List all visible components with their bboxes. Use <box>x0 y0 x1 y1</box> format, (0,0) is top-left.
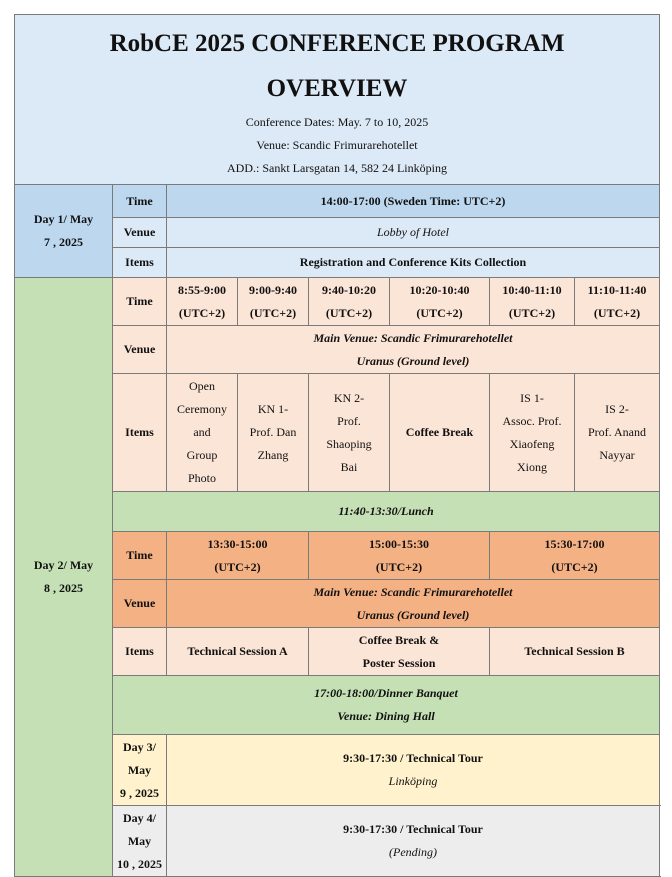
conference-address: ADD.: Sankt Larsgatan 14, 582 24 Linköping <box>227 161 447 175</box>
day1-items-label: Items <box>113 248 167 278</box>
day4-label-line2: 10 , 2025 <box>117 856 162 871</box>
day4-label <box>113 806 167 877</box>
morning-slot-item: KN 1- Prof. Dan Zhang <box>238 374 309 492</box>
afternoon-slot-item: Coffee Break & Poster Session <box>309 628 490 676</box>
day1-time-label: Time <box>113 185 167 218</box>
morning-slot-item: IS 2- Prof. Anand Nayyar <box>575 374 660 492</box>
day2-afternoon-venue: Main Venue: Scandic Frimurarehotellet Uranus (Ground level) <box>167 580 660 628</box>
conference-venue: Venue: Scandic Frimurarehotellet <box>256 138 418 152</box>
day2-afternoon-items-label: Items <box>113 628 167 676</box>
day4-label-line1: Day 4/ May <box>123 810 156 848</box>
day1-label-line1: Day 1/ May <box>33 212 94 226</box>
morning-slot-time: 10:40-11:10 (UTC+2) <box>490 278 575 326</box>
day1-items: Registration and Conference Kits Collection <box>167 248 660 278</box>
morning-slot-time: 8:55-9:00 (UTC+2) <box>167 278 238 326</box>
morning-slot-item: KN 2- Prof. Shaoping Bai <box>309 374 390 492</box>
day1-label-line2: 7 , 2025 <box>44 235 83 249</box>
program-title-line1: RobCE 2025 CONFERENCE PROGRAM <box>109 30 565 57</box>
day2-label <box>15 278 113 877</box>
day2-label-line1: Day 2/ May <box>33 558 94 572</box>
afternoon-slot-time: 13:30-15:00 (UTC+2) <box>167 532 309 580</box>
morning-slot-item: Coffee Break <box>390 374 490 492</box>
day3-label-line2: 9 , 2025 <box>120 785 159 800</box>
day2-morning-items-label: Items <box>113 374 167 492</box>
day1-venue-label: Venue <box>113 218 167 248</box>
day2-label-line2: 8 , 2025 <box>44 581 83 595</box>
morning-slot-time: 10:20-10:40 (UTC+2) <box>390 278 490 326</box>
afternoon-slot-time: 15:00-15:30 (UTC+2) <box>309 532 490 580</box>
afternoon-slot-item: Technical Session B <box>490 628 660 676</box>
afternoon-slot-time: 15:30-17:00 (UTC+2) <box>490 532 660 580</box>
day1-venue: Lobby of Hotel <box>167 218 660 248</box>
morning-slot-item: IS 1- Assoc. Prof. Xiaofeng Xiong <box>490 374 575 492</box>
day3-tour: 9:30-17:30 / Technical Tour Linköping <box>167 735 660 806</box>
morning-slot-item: Open Ceremony and Group Photo <box>167 374 238 492</box>
day2-afternoon-time-label: Time <box>113 532 167 580</box>
day2-morning-venue-label: Venue <box>113 326 167 374</box>
program-header <box>15 15 660 185</box>
day2-morning-venue: Main Venue: Scandic Frimurarehotellet Uranus (Ground level) <box>167 326 660 374</box>
program-title-line2: OVERVIEW <box>266 75 408 102</box>
morning-slot-time: 11:10-11:40 (UTC+2) <box>575 278 660 326</box>
afternoon-slot-item: Technical Session A <box>167 628 309 676</box>
day2-dinner: 17:00-18:00/Dinner Banquet Venue: Dining Hall <box>113 676 660 735</box>
conference-dates: Conference Dates: May. 7 to 10, 2025 <box>245 115 429 129</box>
day2-afternoon-venue-label: Venue <box>113 580 167 628</box>
day1-label <box>15 185 113 278</box>
day4-tour: 9:30-17:30 / Technical Tour (Pending) <box>167 806 660 877</box>
day3-label <box>113 735 167 806</box>
morning-slot-time: 9:00-9:40 (UTC+2) <box>238 278 309 326</box>
program-table <box>14 14 660 877</box>
morning-slot-time: 9:40-10:20 (UTC+2) <box>309 278 390 326</box>
day2-morning-time-label: Time <box>113 278 167 326</box>
day2-lunch: 11:40-13:30/Lunch <box>113 492 660 532</box>
day3-label-line1: Day 3/ May <box>123 739 156 777</box>
day1-time: 14:00-17:00 (Sweden Time: UTC+2) <box>167 185 660 218</box>
